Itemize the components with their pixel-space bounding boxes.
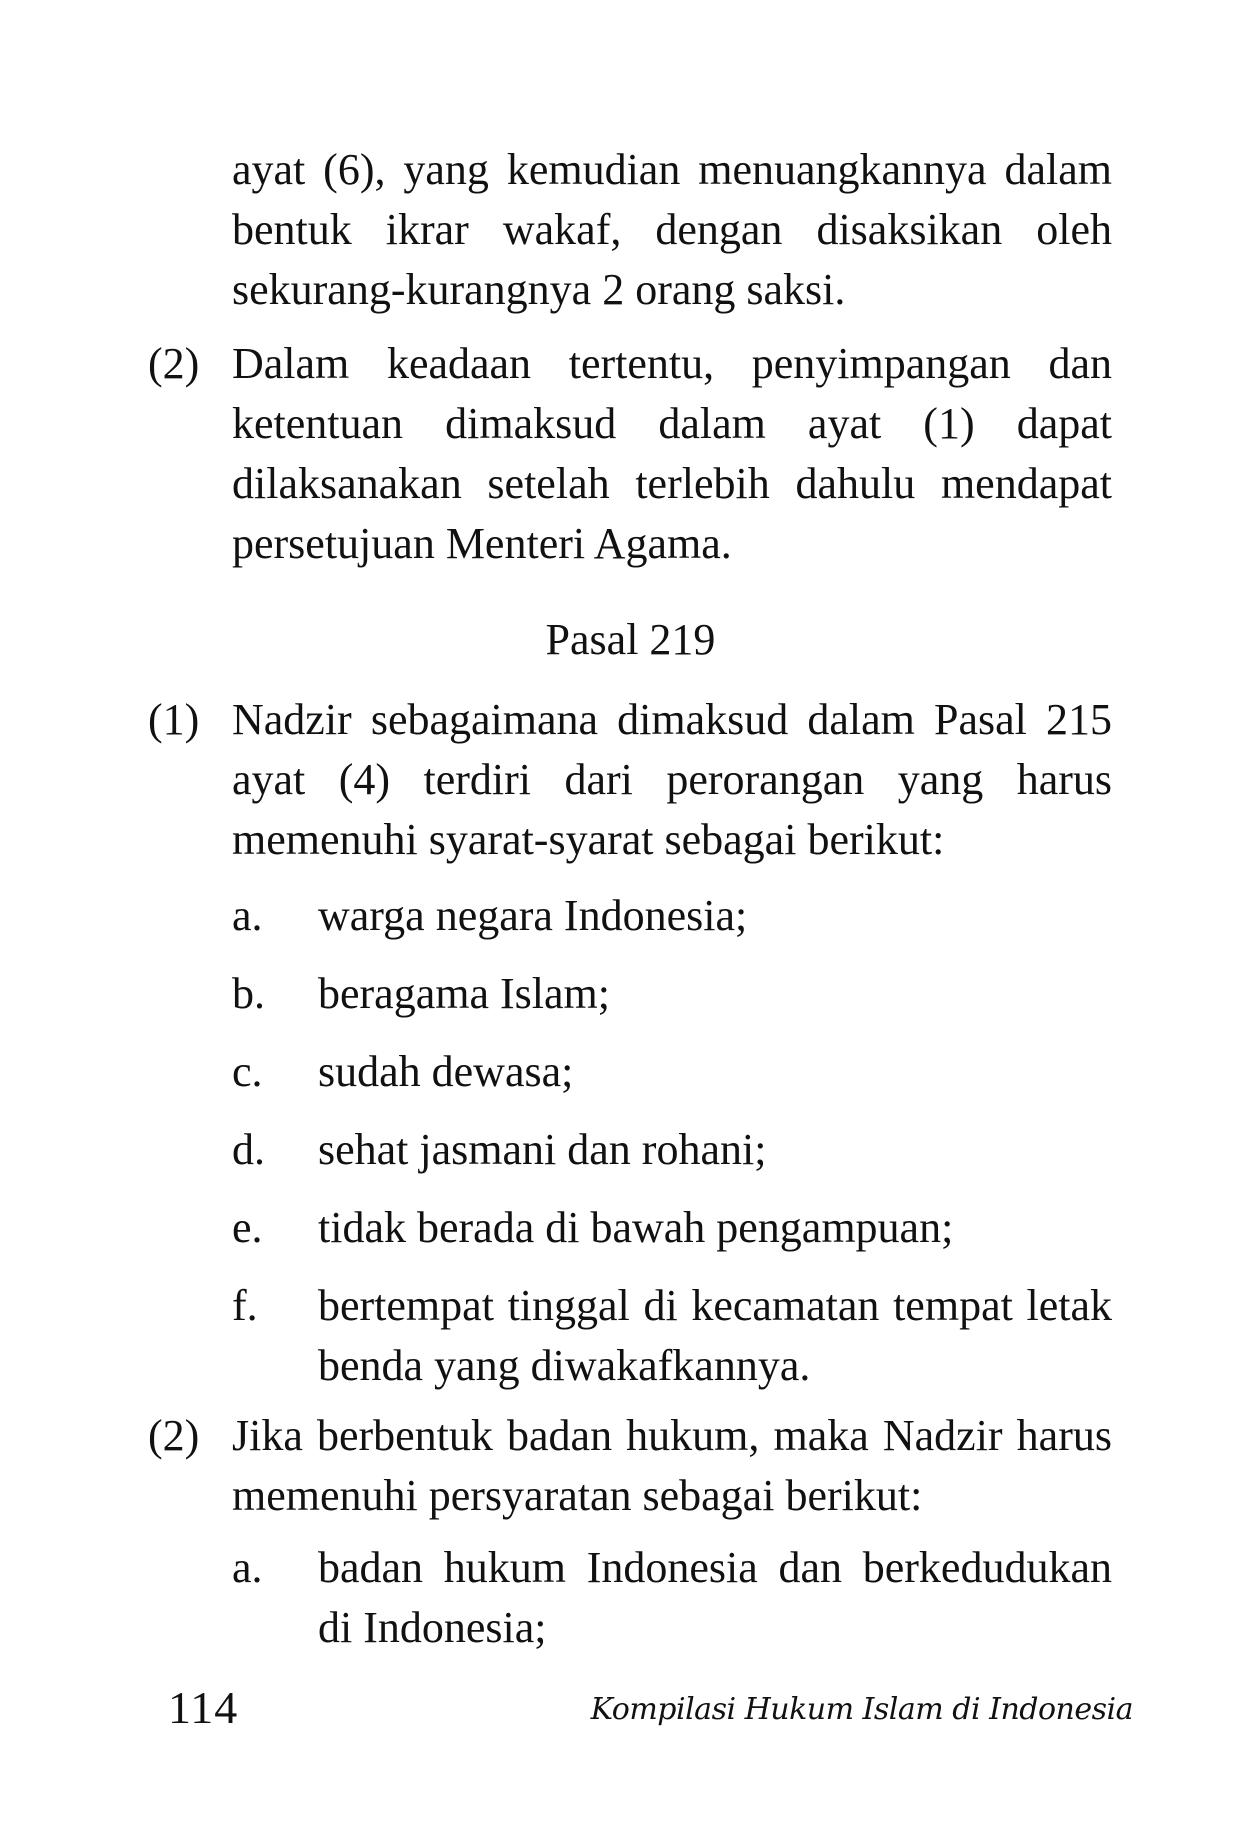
subitem-letter: b. xyxy=(232,969,265,1018)
item-2-text: Jika berbentuk badan hukum, maka Nadzir harus memenuhi persyaratan sebagai berikut: xyxy=(232,1411,1112,1520)
article-title: Pasal 219 xyxy=(545,615,716,664)
continuation-paragraph: ayat (6), yang kemudian menuangkannya dalam bentuk ikrar wakaf, dengan disaksikan oleh sekurang-kurangnya 2 orang saksi. xyxy=(232,145,1112,314)
subitem-letter: a. xyxy=(232,891,263,940)
item-1-text: Nadzir sebagaimana dimaksud dalam Pasal 215 ayat (4) terdiri dari perorangan yang harus memenuhi syarat-syarat sebagai berikut: xyxy=(232,695,1112,864)
item-2-number: (2) xyxy=(148,1411,200,1460)
subitem-text: sudah dewasa; xyxy=(318,1047,574,1096)
subitem-text: warga negara Indonesia; xyxy=(318,891,748,940)
subitem-text: bertempat tinggal di kecamatan tempat letak benda yang diwakafkannya. xyxy=(318,1281,1112,1390)
running-footer-title: Kompilasi Hukum Islam di Indonesia xyxy=(590,1692,1133,1727)
subitem-letter: c. xyxy=(232,1047,263,1096)
subitem-letter: d. xyxy=(232,1125,265,1174)
subitem-letter: a. xyxy=(232,1543,263,1592)
subitem-text: beragama Islam; xyxy=(318,969,610,1018)
subitem-text: badan hukum Indonesia dan berkedudukan di Indonesia; xyxy=(318,1543,1112,1652)
item-1-number: (1) xyxy=(148,695,200,744)
subitem-letter: e. xyxy=(232,1203,263,1252)
prev-item-text: Dalam keadaan tertentu, penyimpangan dan ketentuan dimaksud dalam ayat (1) dapat dilaksanakan setelah terlebih dahulu mendapat persetujuan Menteri Agama. xyxy=(232,339,1112,568)
subitem-text: tidak berada di bawah pengampuan; xyxy=(318,1203,954,1252)
subitem-text: sehat jasmani dan rohani; xyxy=(318,1125,767,1174)
page-number: 114 xyxy=(168,1682,239,1733)
subitem-letter: f. xyxy=(232,1281,258,1330)
prev-item-number: (2) xyxy=(148,339,200,388)
